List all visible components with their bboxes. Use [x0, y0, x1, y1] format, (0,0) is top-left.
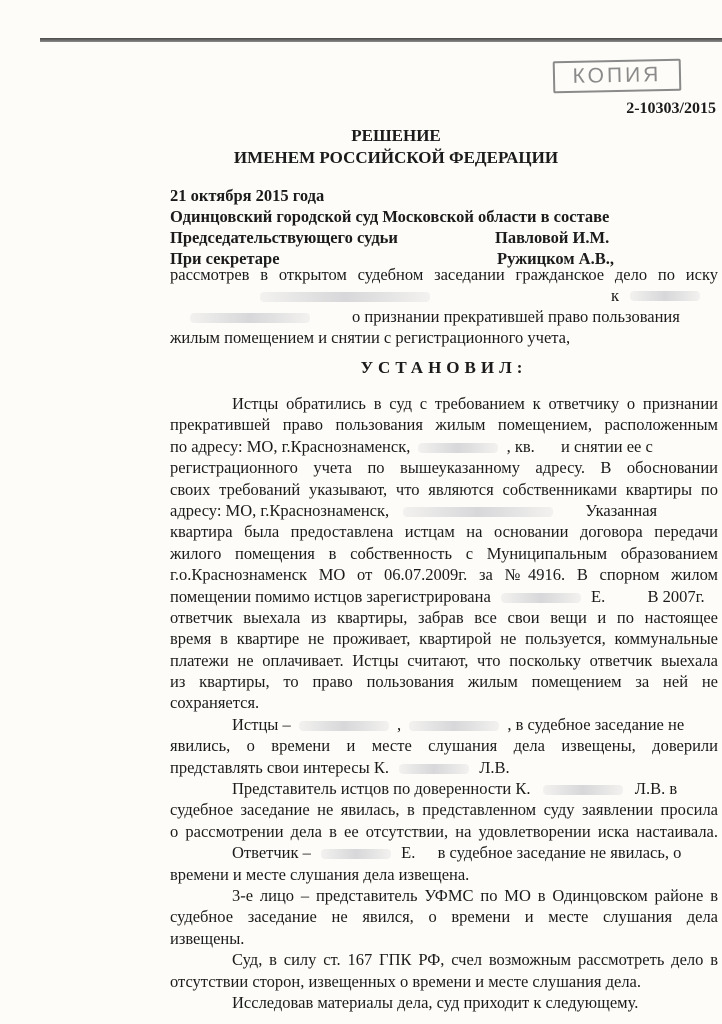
case-number: 2-10303/2015: [626, 100, 716, 117]
body-line: время в квартире не проживает, квартирой не пользуется, коммунальные: [170, 629, 718, 649]
body-line: судебное заседание не явился, о времени и месте слушания дела: [170, 907, 718, 927]
redacted-text: [543, 785, 623, 795]
redacted-text: [190, 313, 310, 323]
intro-line: к: [170, 285, 718, 306]
intro-paragraph: [170, 264, 718, 348]
body-line: по адресу: МО, г.Краснознаменск, , кв. и снятии ее с: [170, 436, 653, 456]
body-line: Суд, в силу ст. 167 ГПК РФ, счел возможным рассмотреть дело в: [232, 950, 718, 970]
redacted-text: [409, 721, 499, 731]
decision-date: 21 октября 2015 года: [170, 186, 325, 205]
redacted-text: [399, 764, 469, 774]
title-line-1: РЕШЕНИЕ: [351, 126, 441, 145]
body-line: прекратившей право пользования жилым помещением, расположенным: [170, 415, 718, 435]
body-line: извещены.: [170, 928, 245, 948]
body-line: судебное заседание не явилась, в представленном суду заявлении просила: [170, 800, 718, 820]
body-line: сохраняется.: [170, 693, 260, 713]
body-line: г.о.Краснознаменск МО от 06.07.2009г. за №4916. В спорном жилом: [170, 565, 718, 585]
body-line: квартира была предоставлена истцам на основании договора передачи: [170, 522, 718, 542]
body-line: ответчик выехала из квартиры, забрав все свои вещи и по настоящее: [170, 607, 718, 627]
redacted-text: [418, 443, 498, 453]
body-line: 3-е лицо – представитель УФМС по МО в Одинцовском районе в: [232, 885, 718, 905]
judge-name: Павловой И.М.: [495, 228, 610, 247]
redacted-text: [501, 593, 581, 603]
body-line: Ответчик – Е. в судебное заседание не явилась, о: [232, 843, 682, 863]
redacted-text: [321, 849, 391, 859]
redacted-text: [403, 507, 553, 517]
judge-label: Председательствующего судьи: [170, 228, 398, 247]
header-block: [170, 185, 718, 269]
redacted-text: [260, 292, 430, 302]
body-line: помещении помимо истцов зарегистрирована Е. В 2007г.: [170, 586, 705, 606]
body-line: из квартиры, то право пользования жилым помещением за ней не: [170, 672, 718, 692]
title-line-2: ИМЕНЕМ РОССИЙСКОЙ ФЕДЕРАЦИИ: [233, 148, 559, 167]
intro-line: жилым помещением и снятии с регистрационного учета,: [170, 328, 571, 347]
judge-row: [170, 227, 718, 248]
body-line: Истцы – , , в судебное заседание не: [232, 714, 685, 734]
body-line: представлять свои интересы К. Л.В.: [170, 757, 510, 777]
section-heading: УСТАНОВИЛ:: [360, 358, 528, 377]
secretary-name: Ружицком А.В.,: [497, 249, 614, 268]
secretary-label: При секретаре: [170, 249, 280, 268]
intro-line: о признании прекратившей право пользования: [170, 306, 718, 327]
body-line: адресу: МО, г.Краснознаменск, Указанная: [170, 500, 658, 520]
intro-line: рассмотрев в открытом судебном заседании гражданское дело по иску: [170, 265, 718, 284]
redacted-text: [299, 721, 389, 731]
body-line: явились, о времени и месте слушания дела извещены, доверили: [170, 736, 718, 756]
body-line: Представитель истцов по доверенности К. Л.В. в: [232, 779, 678, 799]
body-line: платежи не оплачивает. Истцы считают, что поскольку ответчик выехала: [170, 650, 718, 670]
copy-stamp: КОПИЯ: [553, 59, 682, 94]
body-line: о рассмотрении дела в ее отсутствии, на удовлетворении иска настаивала.: [170, 821, 718, 841]
document-title: [0, 125, 722, 169]
body-line: жилого помещения в собственность с Муниципальным образованием: [170, 543, 718, 563]
body-line: регистрационного учета по вышеуказанному адресу. В обосновании: [170, 458, 718, 478]
redacted-text: [630, 291, 700, 301]
body-line: отсутствии сторон, извещенных о времени и месте слушания дела.: [170, 971, 641, 991]
court-name: Одинцовский городской суд Московской области в составе: [170, 207, 610, 226]
decision-body: [170, 393, 718, 1013]
body-line: своих требований указывают, что являются собственниками квартиры по: [170, 479, 718, 499]
body-line: Истцы обратились в суд с требованием к ответчику о признании: [232, 394, 718, 413]
body-line: Исследовав материалы дела, суд приходит к следующему.: [232, 992, 639, 1012]
body-line: времени и месте слушания дела извещена.: [170, 864, 470, 884]
scan-edge-shadow: [40, 38, 722, 42]
